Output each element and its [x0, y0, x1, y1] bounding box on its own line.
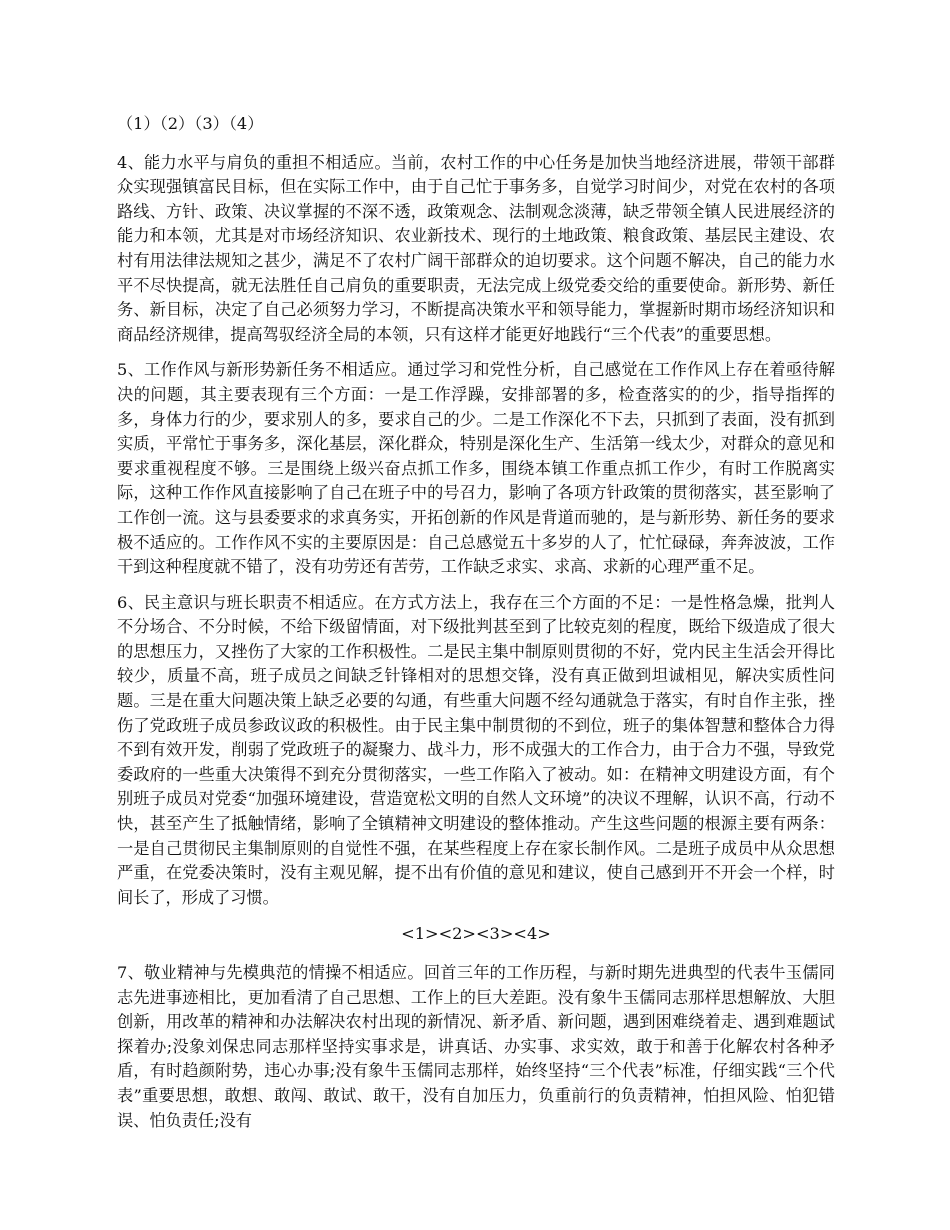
page-nav-mid: <1><2><3><4>: [401, 924, 551, 944]
paragraph-6: 6、民主意识与班长职责不相适应。在方式方法上，我存在三个方面的不足：一是性格急燥，批判人不分场合、不分时候，不给下级留情面，对下级批判甚至到了比较克刻的程度，既给下级造成了很大的思想压力，又挫伤了大家的工作积极性。二是民主集中制原则贯彻的不好，党内民主生活会开得比较少，质量不高，班子成员之间缺乏针锋相对的思想交锋，没有真正做到坦诚相见，解决实质性问题。三是在重大问题决策上缺乏必要的勾通，有些重大问题不经勾通就急于落实，有时自作主张，挫伤了党政班子成员参政议政的积极性。由于民主集中制贯彻的不到位，班子的集体智慧和整体合力得不到有效开发，削弱了党政班子的凝聚力、战斗力，形不成强大的工作合力，由于合力不强，导致党委政府的一些重大决策得不到充分贯彻落实，一些工作陷入了被动。如：在精神文明建设方面，有个别班子成员对党委“加强环境建设，营造宽松文明的自然人文环境”的决议不理解，认识不高，行动不快，甚至产生了抵触情绪，影响了全镇精神文明建设的整体推动。产生这些问题的根源主要有两条：一是自己贯彻民主集制原则的自觉性不强，在某些程度上存在家长制作风。二是班子成员中从众思想严重，在党委决策时，没有主观见解，提不出有价值的意见和建议，使自己感到开不开会一个样，时间长了，形成了习惯。: [117, 592, 835, 907]
paragraph-5: 5、工作作风与新形势新任务不相适应。通过学习和党性分析，自己感觉在工作作风上存在着亟待解决的问题，其主要表现有三个方面：一是工作浮躁，安排部署的多，检查落实的的少，指导指挥的多，身体力行的少，要求别人的多，要求自己的少。二是工作深化不下去，只抓到了表面，没有抓到实质，平常忙于事务多，深化基层，深化群众，特别是深化生产、生活第一线太少，对群众的意见和要求重视程度不够。三是围绕上级兴奋点抓工作多，围绕本镇工作重点抓工作少，有时工作脱离实际，这种工作作风直接影响了自己在班子中的号召力，影响了各项方针政策的贯彻落实，甚至影响了工作创一流。这与县委要求的求真务实，开拓创新的作风是背道而驰的，是与新形势、新任务的要求极不适应的。工作作风不实的主要原因是：自己总感觉五十多岁的人了，忙忙碌碌，奔奔波波，工作干到这种程度就不错了，没有功劳还有苦劳，工作缺乏求实、求高、求新的心理严重不足。: [117, 360, 835, 577]
page-nav-top: （1）（2）（3）（4）: [117, 114, 264, 133]
paragraph-7: 7、敬业精神与先模典范的情操不相适应。回首三年的工作历程，与新时期先进典型的代表牛玉儒同志先进事迹相比，更加看清了自己思想、工作上的巨大差距。没有象牛玉儒同志那样思想解放、大胆创新，用改革的精神和办法解决农村出现的新情况、新矛盾、新问题，遇到困难绕着走、遇到难题试探着办;没象刘保忠同志那样坚持实事求是，讲真话、办实事、求实效，敢于和善于化解农村各种矛盾，有时趋颜附势，违心办事;没有象牛玉儒同志那样，始终坚持“三个代表”标准，仔细实践“三个代表”重要思想，敢想、敢闯、敢试、敢干，没有自加压力，负重前行的负责精神，怕担风险、怕犯错误、怕负责任;没有: [117, 963, 835, 1130]
document-body: [117, 112, 835, 1144]
paragraph-4: 4、能力水平与肩负的重担不相适应。当前，农村工作的中心任务是加快当地经济进展，带领干部群众实现强镇富民目标，但在实际工作中，由于自己忙于事务多，自觉学习时间少，对党在农村的各项路线、方针、政策、决议掌握的不深不透，政策观念、法制观念淡薄，缺乏带领全镇人民进展经济的能力和本领，尤其是对市场经济知识、农业新技术、现行的土地政策、粮食政策、基层民主建设、农村有用法律法规知之甚少，满足不了农村广阔干部群众的迫切要求。这个问题不解决，自己的能力水平不尽快提高，就无法胜任自己肩负的重要职责，无法完成上级党委交给的重要使命。新形势、新任务、新目标，决定了自己必须努力学习，不断提高决策水平和领导能力，掌握新时期市场经济知识和商品经济规律，提高驾驭经济全局的本领，只有这样才能更好地践行“三个代表”的重要思想。: [117, 152, 835, 344]
